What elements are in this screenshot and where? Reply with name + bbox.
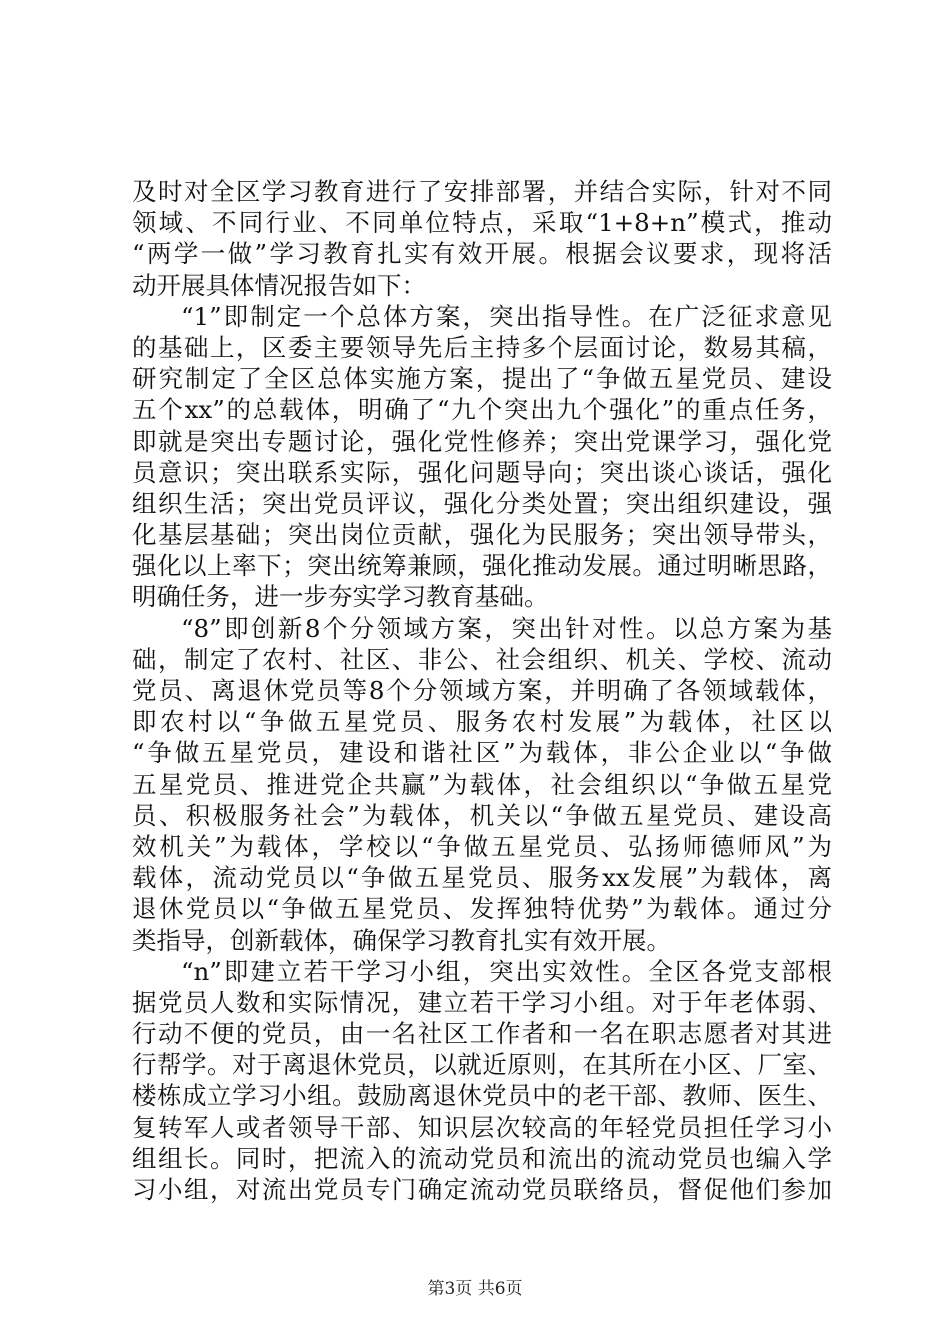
text-line: 党员、离退休党员等8个分领域方案，并明确了各领域载体， <box>132 676 832 705</box>
text-line: 楼栋成立学习小组。鼓励离退休党员中的老干部、教师、医生、 <box>132 1081 832 1111</box>
text-line: 的基础上，区委主要领导先后主持多个层面讨论，数易其稿， <box>132 332 832 362</box>
text-line: 五星党员、推进党企共赢”为载体，社会组织以“争做五星党 <box>132 769 832 799</box>
text-line: 动开展具体情况报告如下： <box>132 270 426 300</box>
text-line: 类指导，创新载体，确保学习教育扎实有效开展。 <box>132 925 671 955</box>
text-line: 化基层基础；突出岗位贡献，强化为民服务；突出领导带头， <box>132 520 832 550</box>
paragraph-first-line: “8”即创新8个分领域方案，突出针对性。以总方案为基 <box>181 613 832 643</box>
document-body <box>132 176 832 1205</box>
text-line: 即就是突出专题讨论，强化党性修养；突出党课学习，强化党 <box>132 426 832 456</box>
text-line: 员、积极服务社会”为载体，机关以“争做五星党员、建设高 <box>132 800 832 830</box>
text-line: 明确任务，进一步夯实学习教育基础。 <box>132 582 549 612</box>
paragraph-first-line: “n”即建立若干学习小组，突出实效性。全区各党支部根 <box>181 956 832 986</box>
text-line: 领域、不同行业、不同单位特点，采取“1+8+n”模式，推动 <box>132 208 832 238</box>
text-line: 退休党员以“争做五星党员、发挥独特优势”为载体。通过分 <box>132 894 832 924</box>
text-line: 员意识；突出联系实际，强化问题导向；突出谈心谈话，强化 <box>132 457 832 487</box>
text-line: 复转军人或者领导干部、知识层次较高的年轻党员担任学习小 <box>132 1112 832 1142</box>
text-line: “争做五星党员，建设和谐社区”为载体，非公企业以“争做 <box>132 738 832 768</box>
text-line: 据党员人数和实际情况，建立若干学习小组。对于年老体弱、 <box>132 987 832 1017</box>
text-line: 强化以上率下；突出统筹兼顾，强化推动发展。通过明晰思路， <box>132 551 832 581</box>
page-footer: 第3页 共6页 <box>427 1279 523 1299</box>
text-line: 组组长。同时，把流入的流动党员和流出的流动党员也编入学 <box>132 1143 832 1173</box>
text-line: 研究制定了全区总体实施方案，提出了“争做五星党员、建设 <box>132 364 832 394</box>
text-line: 及时对全区学习教育进行了安排部署，并结合实际，针对不同 <box>132 177 832 206</box>
text-line: 即农村以“争做五星党员、服务农村发展”为载体，社区以 <box>132 707 832 737</box>
text-line: 习小组，对流出党员专门确定流动党员联络员，督促他们参加 <box>132 1175 832 1204</box>
text-line: “两学一做”学习教育扎实有效开展。根据会议要求，现将活 <box>132 239 832 269</box>
text-line: 五个xx”的总载体，明确了“九个突出九个强化”的重点任务， <box>132 395 832 425</box>
text-line: 载体，流动党员以“争做五星党员、服务xx发展”为载体，离 <box>132 863 832 893</box>
text-line: 行动不便的党员，由一名社区工作者和一名在职志愿者对其进 <box>132 1019 832 1049</box>
text-line: 行帮学。对于离退休党员，以就近原则，在其所在小区、厂室、 <box>132 1050 832 1080</box>
text-line: 础，制定了农村、社区、非公、社会组织、机关、学校、流动 <box>132 644 832 674</box>
paragraph-first-line: “1”即制定一个总体方案，突出指导性。在广泛征求意见 <box>181 301 832 331</box>
text-line: 组织生活；突出党员评议，强化分类处置；突出组织建设，强 <box>132 488 832 518</box>
text-line: 效机关”为载体，学校以“争做五星党员、弘扬师德师风”为 <box>132 831 832 861</box>
